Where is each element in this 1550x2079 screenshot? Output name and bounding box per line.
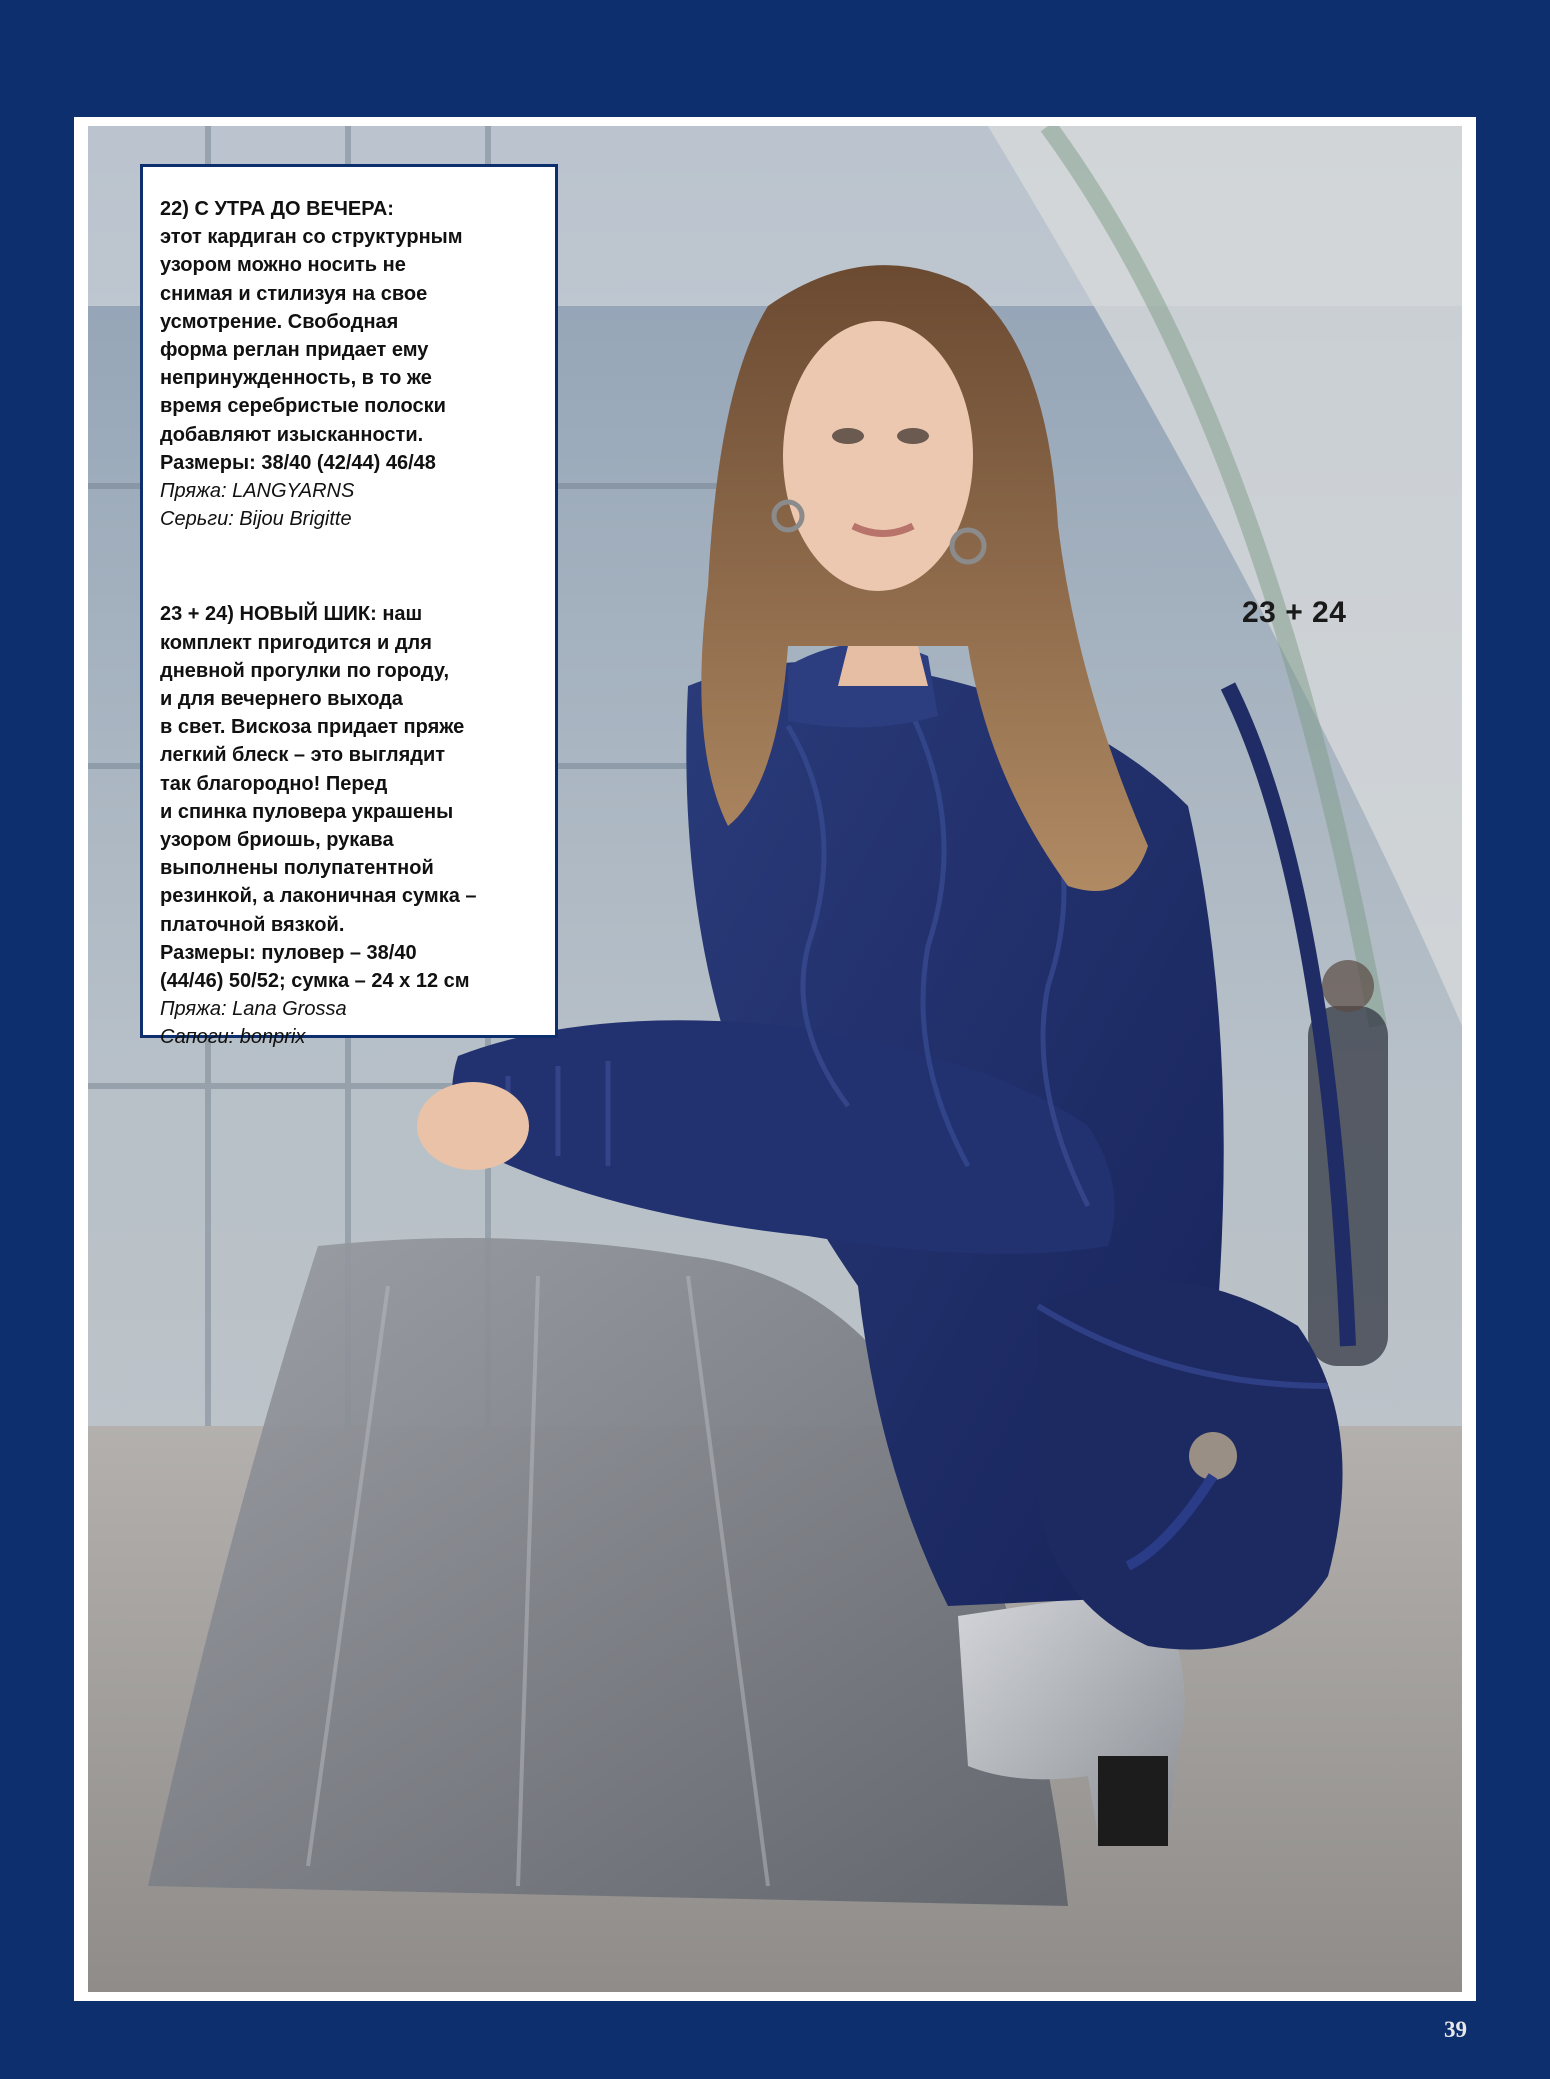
article-2-boots-credit: Сапоги: bonprix: [160, 1026, 306, 1049]
article-1-line: усмотрение. Свободная: [160, 310, 399, 333]
article-1-line: этот кардиган со структурным: [160, 226, 463, 249]
article-1: [160, 195, 541, 477]
article-1-line: форма реглан придает ему: [160, 339, 429, 362]
article-2-line: и для вечернего выхода: [160, 688, 403, 711]
article-2-line: в свет. Вискоза придает пряже: [160, 716, 465, 739]
article-2-line: и спинка пуловера украшены: [160, 800, 454, 823]
article-1-line: снимая и стилизуя на свое: [160, 282, 428, 305]
article-2-heading: 23 + 24) НОВЫЙ ШИК:: [160, 603, 377, 626]
article-2-first-line: [160, 600, 541, 628]
paragraph-gap: [160, 533, 541, 600]
article-1-yarn-credit: Пряжа: LANGYARNS: [160, 480, 355, 503]
fashion-photo: [88, 126, 1462, 1992]
page-number: 39: [1444, 2017, 1467, 2042]
article-1-sizes: Размеры: 38/40 (42/44) 46/48: [160, 451, 436, 474]
article-1-line: добавляют изысканности.: [160, 423, 424, 446]
model-number-label: 23 + 24: [1242, 596, 1347, 629]
article-2-yarn-credit: Пряжа: Lana Grossa: [160, 998, 347, 1021]
article-2: [160, 600, 541, 995]
article-1-line: узором можно носить не: [160, 254, 406, 277]
article-2-line: легкий блеск – это выглядит: [160, 744, 446, 767]
article-2-line: комплект пригодится и для: [160, 631, 432, 654]
article-2-line: узором бриошь, рукава: [160, 829, 394, 852]
article-2-line: выполнены полупатентной: [160, 857, 434, 880]
article-2-sizes: Размеры: пуловер – 38/40: [160, 941, 417, 964]
article-2-sizes: (44/46) 50/52; сумка – 24 х 12 см: [160, 970, 470, 993]
article-1-line: непринужденность, в то же: [160, 367, 432, 390]
article-1-heading: 22) С УТРА ДО ВЕЧЕРА:: [160, 198, 394, 220]
article-1-earrings-credit: Серьги: Bijou Brigitte: [160, 508, 352, 531]
article-2-line: дневной прогулки по городу,: [160, 659, 450, 682]
article-1-line: время серебристые полоски: [160, 395, 446, 418]
article-2-line: резинкой, а лаконичная сумка –: [160, 885, 477, 908]
article-2-first-line-rest: наш: [376, 603, 423, 626]
article-2-line: платочной вязкой.: [160, 913, 345, 936]
article-2-line: так благородно! Перед: [160, 772, 388, 795]
page-frame: [74, 117, 1476, 2001]
article-text-box: [140, 164, 558, 1049]
